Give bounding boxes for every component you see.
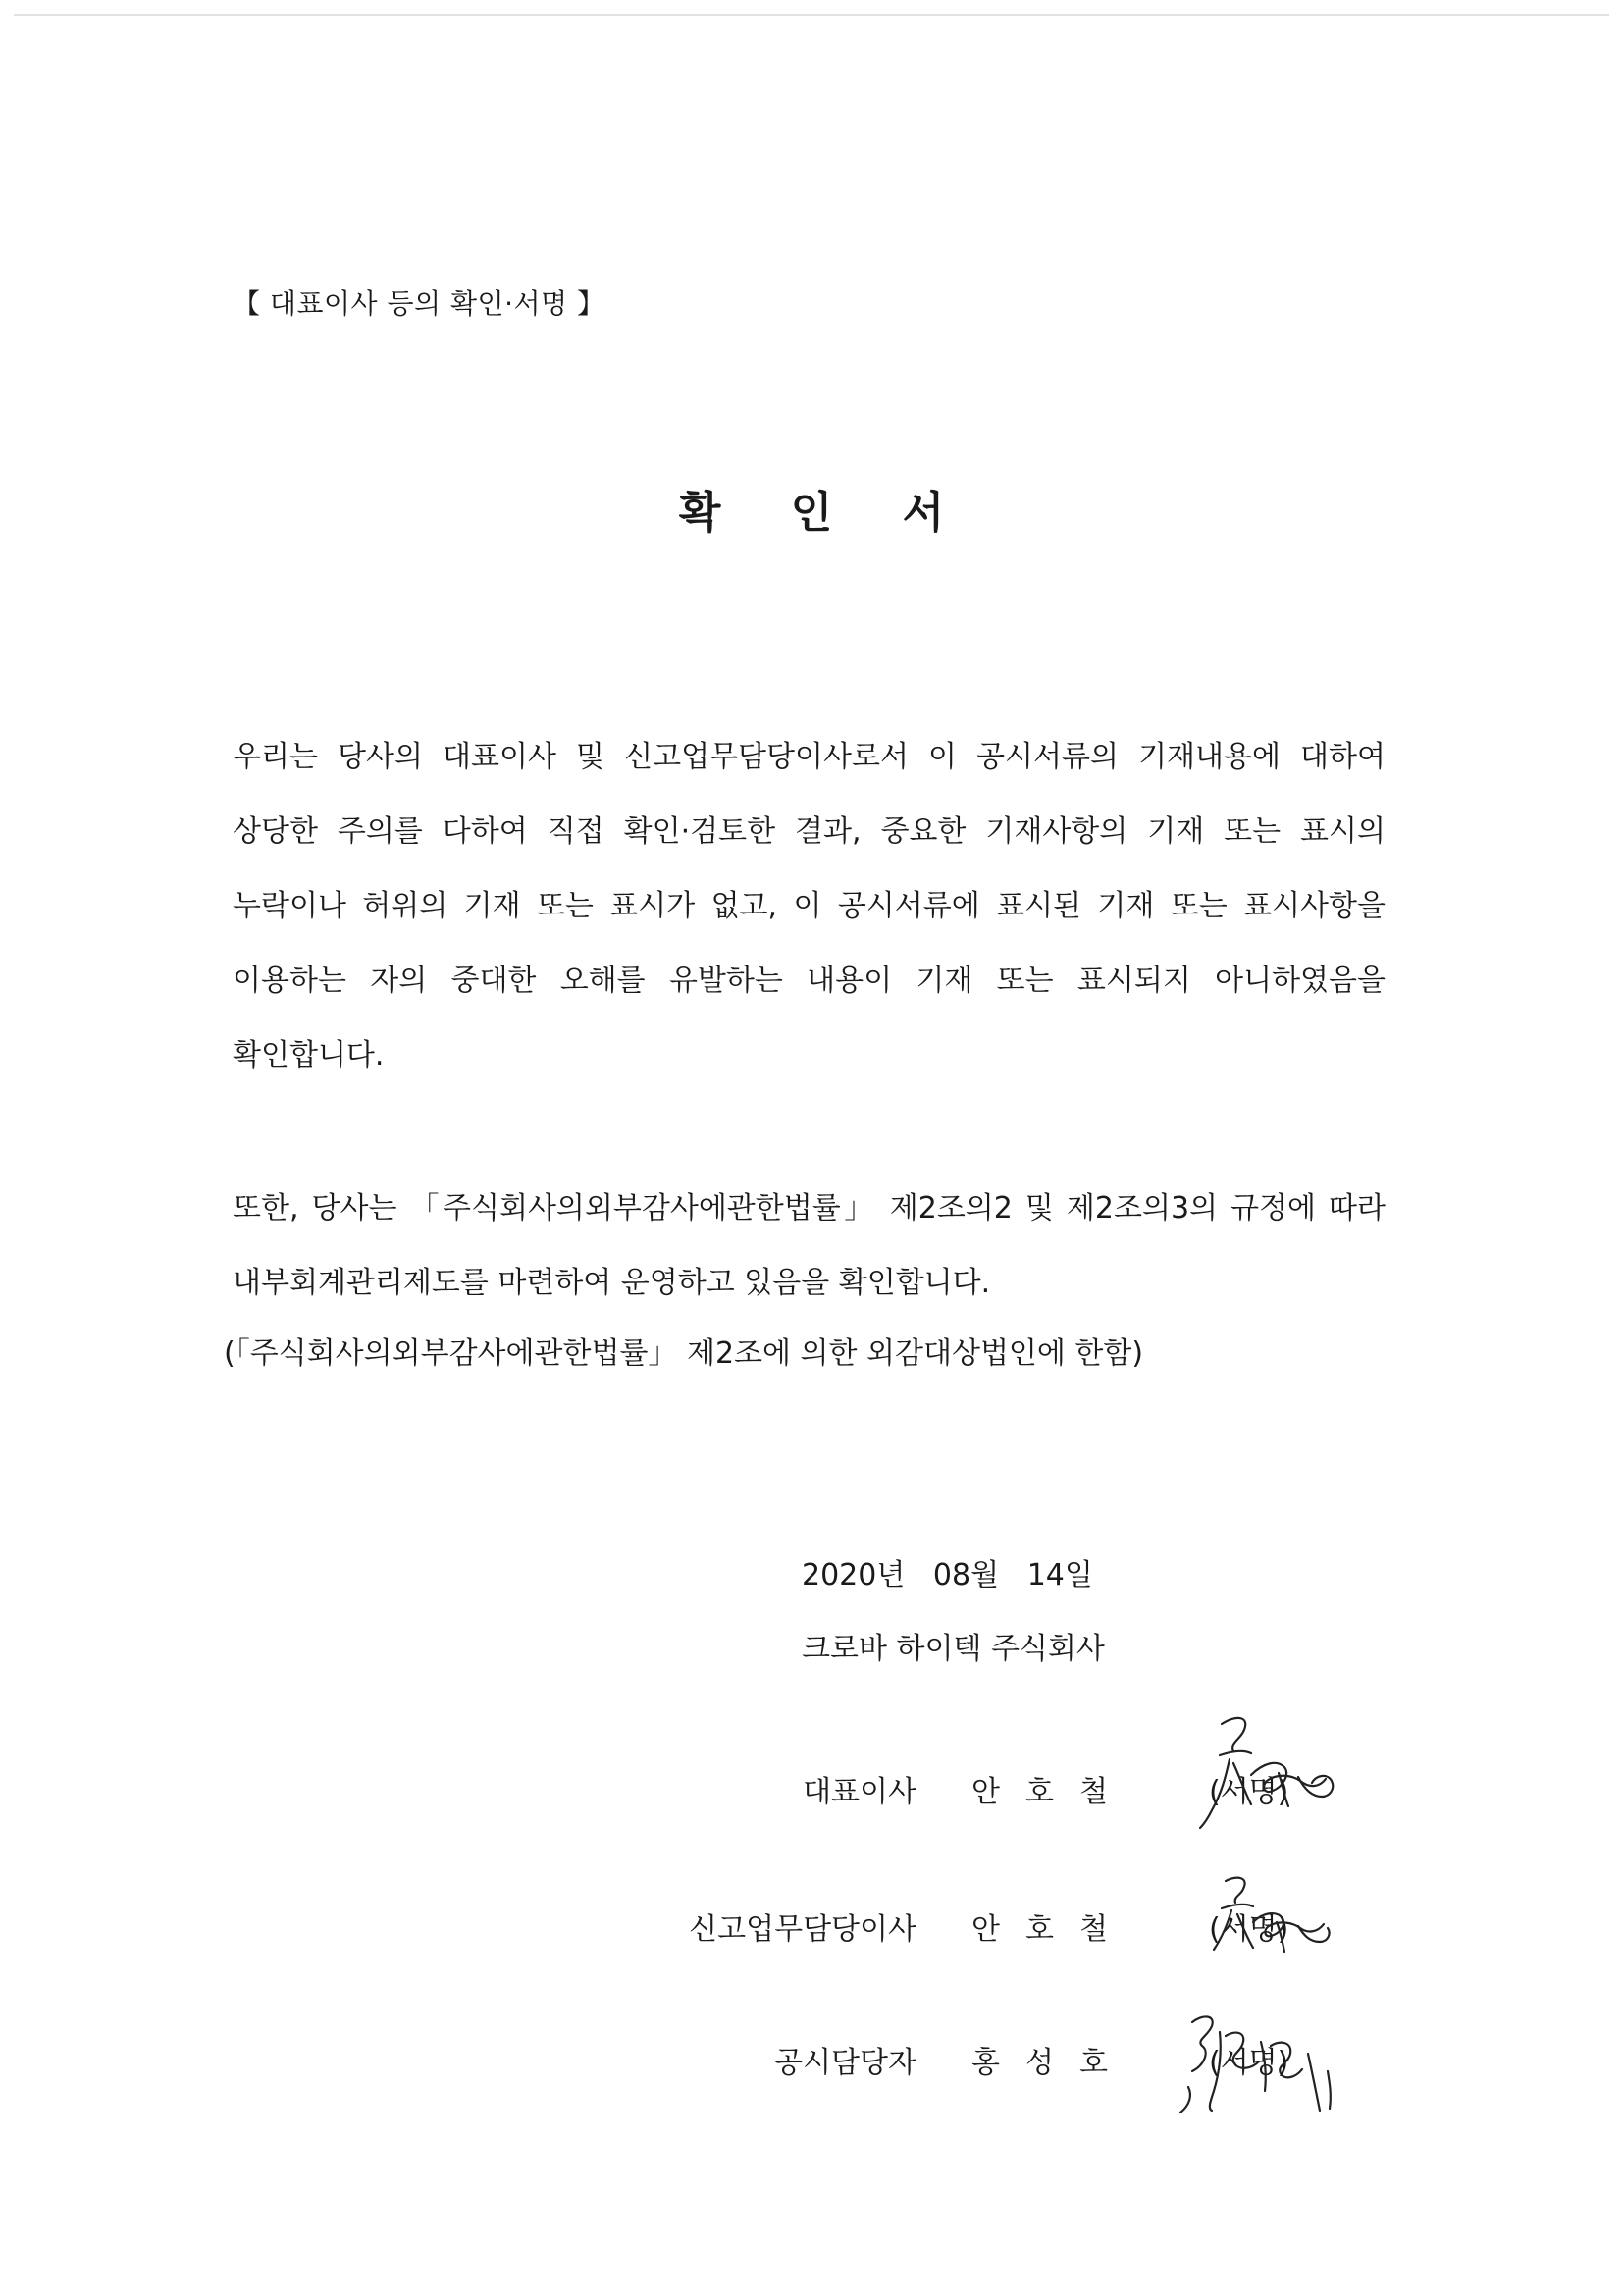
applicability-note: (「주식회사의외부감사에관한법률」 제2조에 의한 외감대상법인에 한함) bbox=[224, 1336, 1144, 1371]
signatory-row-disclosure-officer bbox=[0, 2034, 1623, 2093]
signatory-role: 대표이사 bbox=[803, 1775, 916, 1809]
signature-mark-label: (서명) bbox=[1209, 2046, 1289, 2080]
signatory-name: 안호철 bbox=[971, 1775, 1133, 1809]
section-header-label: 【 대표이사 등의 확인·서명 】 bbox=[233, 287, 605, 320]
signatory-row-disclosure-director bbox=[0, 1901, 1623, 1959]
signatory-row-ceo bbox=[0, 1763, 1623, 1822]
company-name: 크로바 하이텍 주식회사 bbox=[802, 1632, 1105, 1666]
document-date: 2020년 08월 14일 bbox=[802, 1558, 1093, 1592]
document-title: 확 인 서 bbox=[678, 488, 972, 538]
signature-mark-label: (서명) bbox=[1209, 1912, 1289, 1947]
signatory-name: 안호철 bbox=[971, 1912, 1133, 1947]
internal-control-paragraph: 또한, 당사는 「주식회사의외부감사에관한법률」 제2조의2 및 제2조의3의 규정에 따라 내부회계관리제도를 마련하여 운영하고 있음을 확인합니다. bbox=[233, 1191, 1386, 1300]
signature-mark-label: (서명) bbox=[1209, 1775, 1289, 1809]
confirmation-paragraph: 우리는 당사의 대표이사 및 신고업무담당이사로서 이 공시서류의 기재내용에 대하여 상당한 주의를 다하여 직접 확인·검토한 결과, 중요한 기재사항의 기재 또는 표시의 누락이나 허위의 기재 또는 표시가 없고, 이 공시서류에 표시된 기재 또는 표시사항을 이용하는 자의 중대한 오해를 유발하는 내용이 기재 또는 표시되지 아니하였음을 확인합니다. bbox=[233, 740, 1386, 1072]
signatory-role: 신고업무담당이사 bbox=[689, 1912, 916, 1947]
signatory-role: 공시담당자 bbox=[774, 2046, 916, 2080]
scan-edge-line bbox=[14, 14, 1609, 16]
signatory-name: 홍성호 bbox=[971, 2046, 1133, 2080]
